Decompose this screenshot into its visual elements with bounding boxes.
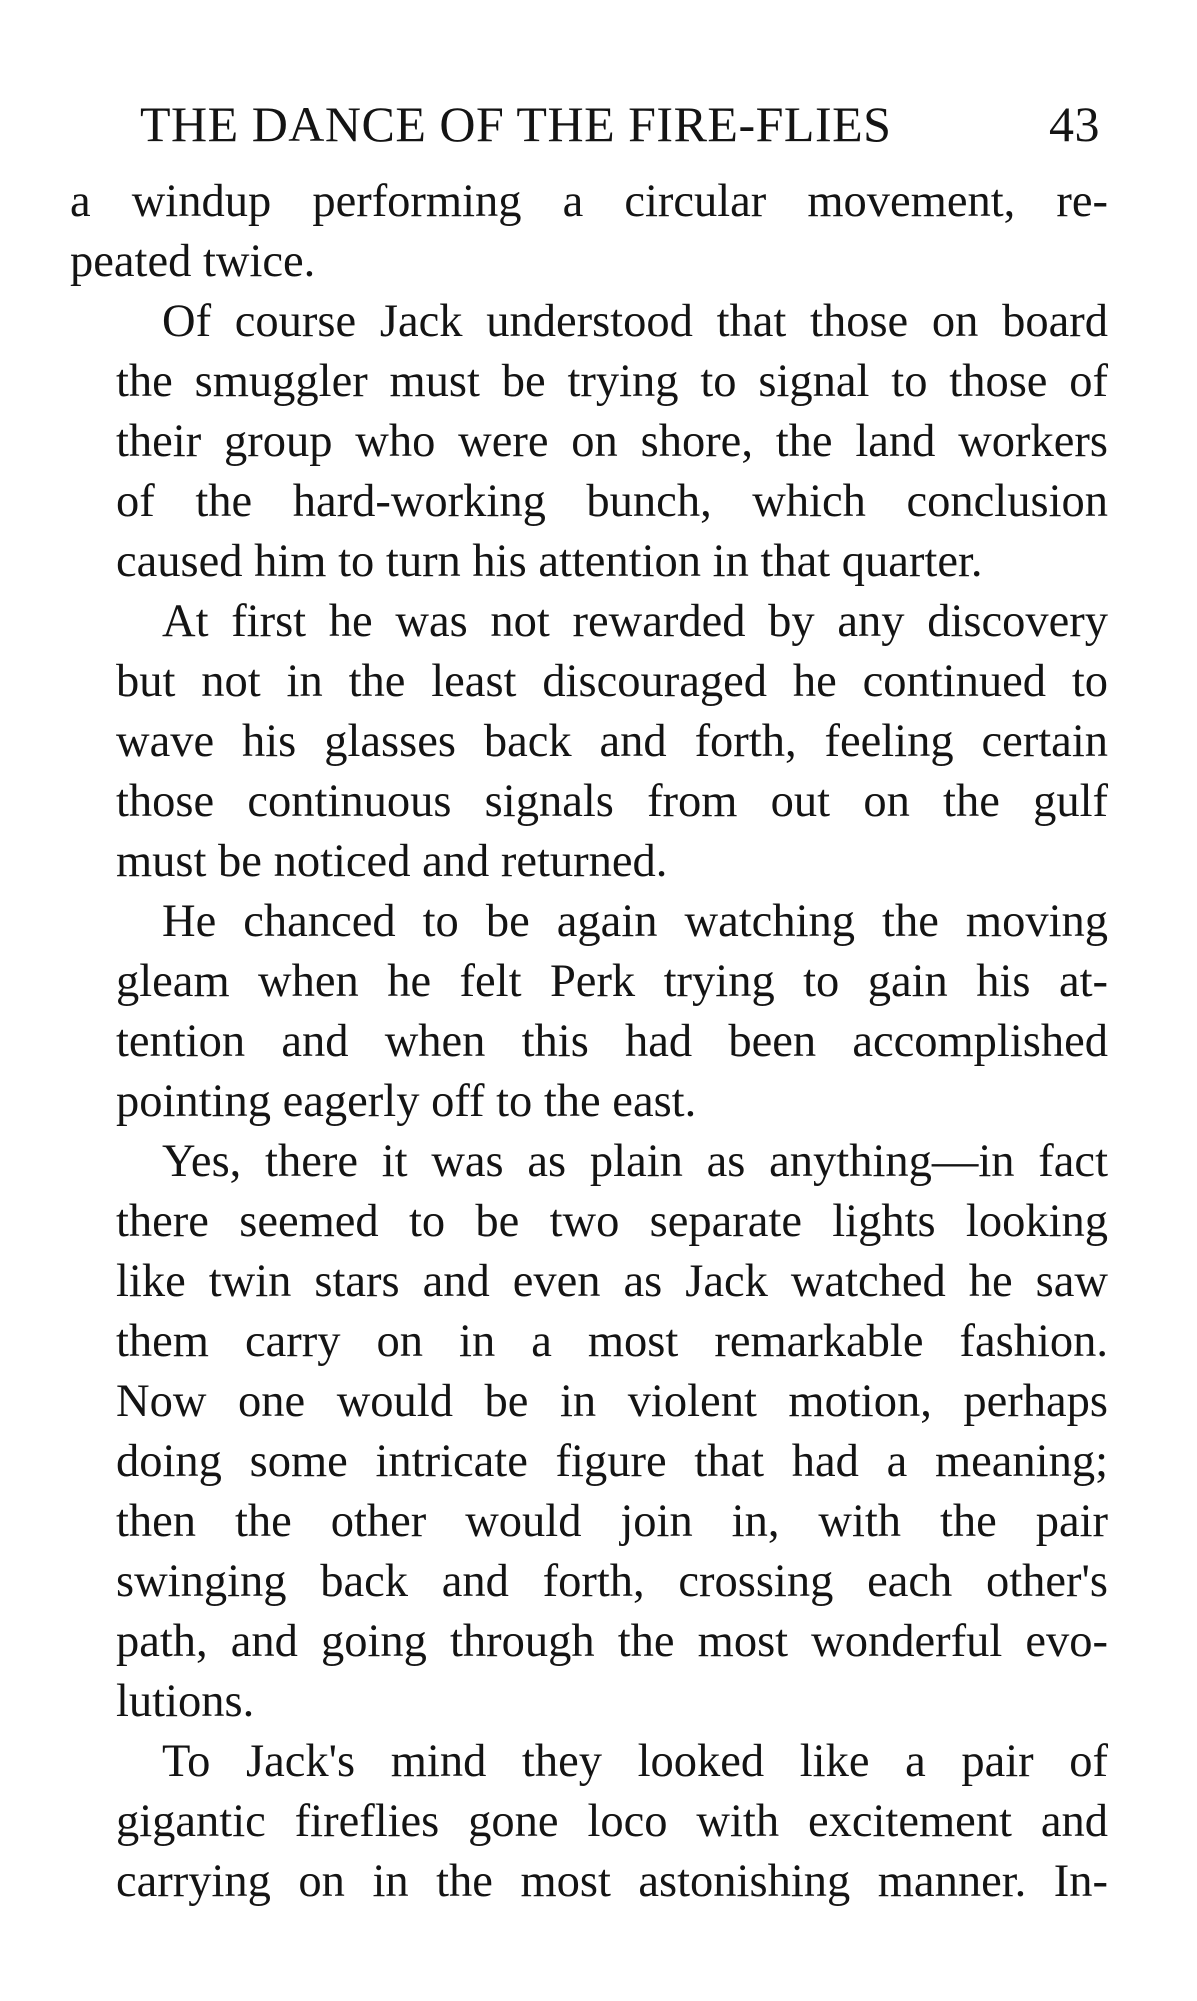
text-line: lutions. xyxy=(116,1676,255,1727)
text-line: of the hard-working bunch, which conclusion xyxy=(116,476,1108,527)
text-line: caused him to turn his attention in that quarter. xyxy=(116,536,983,587)
text-line: wave his glasses back and forth, feeling certain xyxy=(116,716,1108,767)
chapter-title: THE DANCE OF THE FIRE-FLIES xyxy=(140,96,892,152)
paragraph-2 xyxy=(70,292,1108,592)
text-line: then the other would join in, with the pair xyxy=(116,1496,1108,1547)
text-line: gleam when he felt Perk trying to gain his at- xyxy=(116,956,1108,1007)
paragraph-6 xyxy=(70,1732,1108,1912)
text-line: carrying on in the most astonishing manner. In- xyxy=(116,1856,1108,1907)
text-line: Yes, there it was as plain as anything—in fact xyxy=(162,1136,1108,1187)
text-line: but not in the least discouraged he continued to xyxy=(116,656,1108,707)
text-line: pointing eagerly off to the east. xyxy=(116,1076,697,1127)
paragraph-4 xyxy=(70,892,1108,1132)
text-line: doing some intricate figure that had a meaning; xyxy=(116,1436,1108,1487)
text-line: must be noticed and returned. xyxy=(116,836,668,887)
text-line: tention and when this had been accomplished xyxy=(116,1016,1108,1067)
paragraph-3 xyxy=(70,592,1108,892)
running-head xyxy=(140,92,1100,156)
text-line: the smuggler must be trying to signal to those of xyxy=(116,356,1108,407)
text-line: He chanced to be again watching the moving xyxy=(162,896,1108,947)
text-line: a windup performing a circular movement, re- xyxy=(70,176,1108,227)
text-line: them carry on in a most remarkable fashion. xyxy=(116,1316,1108,1367)
text-line: At first he was not rewarded by any discovery xyxy=(162,596,1108,647)
paragraph-5 xyxy=(70,1132,1108,1732)
body-text xyxy=(70,172,1108,1912)
text-line: path, and going through the most wonderful evo- xyxy=(116,1616,1108,1667)
text-line: Of course Jack understood that those on board xyxy=(162,296,1108,347)
text-line: those continuous signals from out on the gulf xyxy=(116,776,1108,827)
text-line: their group who were on shore, the land workers xyxy=(116,416,1108,467)
page-number: 43 xyxy=(1049,96,1100,152)
text-line: gigantic fireflies gone loco with excitement and xyxy=(116,1796,1108,1847)
text-line: swinging back and forth, crossing each other's xyxy=(116,1556,1108,1607)
text-line: peated twice. xyxy=(70,236,316,287)
text-line: To Jack's mind they looked like a pair of xyxy=(162,1736,1108,1787)
paragraph-1 xyxy=(70,172,1108,292)
text-line: there seemed to be two separate lights looking xyxy=(116,1196,1108,1247)
text-line: Now one would be in violent motion, perhaps xyxy=(116,1376,1108,1427)
text-line: like twin stars and even as Jack watched he saw xyxy=(116,1256,1108,1307)
